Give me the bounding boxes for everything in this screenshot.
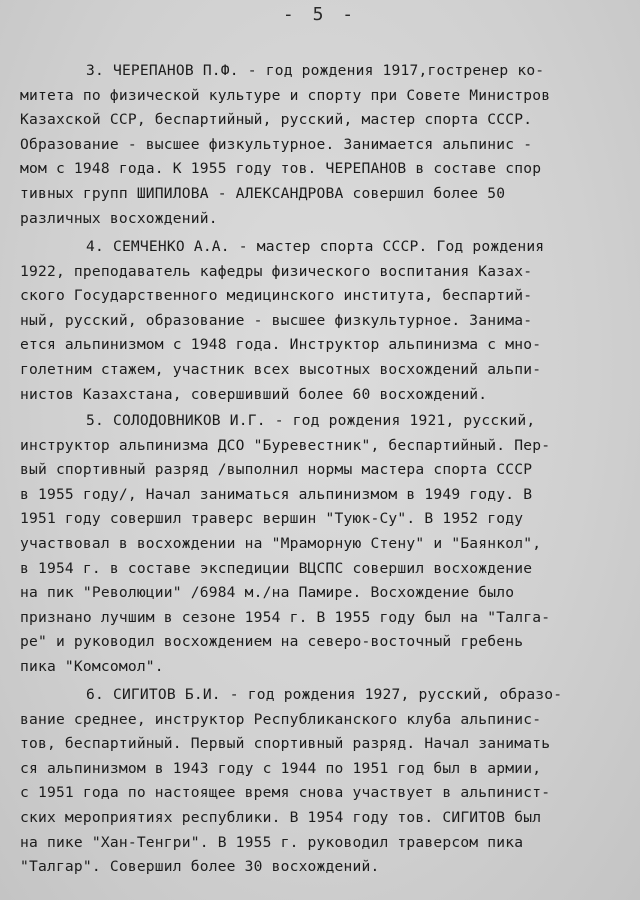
text-line: инструктор альпинизма ДСО "Буревестник", беспартийный. Пер- — [20, 436, 551, 454]
text-line: 1922, преподаватель кафедры физического воспитания Казах- — [20, 262, 533, 280]
text-line: 5. СОЛОДОВНИКОВ И.Г. - год рождения 1921, русский, — [86, 412, 536, 429]
text-line: Образование - высшее физкультурное. Занимается альпинис - — [20, 135, 533, 153]
text-line: 1951 году совершил траверс вершин "Туюк-Су". В 1952 году — [20, 510, 524, 528]
text-line: ется альпинизмом с 1948 года. Инструктор альпинизма с мно- — [20, 336, 542, 354]
text-line: ся альпинизмом в 1943 году с 1944 по 1951 год был в армии, — [20, 759, 542, 777]
text-line: тивных групп ШИПИЛОВА - АЛЕКСАНДРОВА совершил более 50 — [20, 185, 506, 202]
text-line: на пике "Хан-Тенгри". В 1955 г. руководил траверсом пика — [20, 833, 524, 851]
text-line: различных восхождений. — [20, 209, 218, 227]
text-line: ный, русский, образование - высшее физкультурное. Занима- — [20, 311, 533, 329]
text-line: ских мероприятиях республики. В 1954 году тов. СИГИТОВ был — [20, 809, 542, 826]
text-line: нистов Казахстана, совершивший более 60 восхождений. — [20, 385, 488, 403]
text-line: Казахской ССР, беспартийный, русский, мастер спорта СССР. — [20, 111, 533, 129]
page-number: - 5 - — [282, 4, 358, 25]
text-line: ре" и руководил восхождением на северо-восточный гребень — [20, 633, 524, 651]
text-line: на пик "Революции" /6984 м./на Памире. Восхождение было — [20, 584, 515, 602]
text-line: митета по физической культуре и спорту при Совете Министров — [20, 86, 551, 104]
text-line: участвовал в восхождении на "Мраморную Стену" и "Баянкол", — [20, 535, 542, 552]
text-line: в 1955 году/, Начал заниматься альпинизмом в 1949 году. В — [20, 485, 533, 503]
text-line: "Талгар". Совершил более 30 восхождений. — [20, 858, 380, 876]
text-line: 6. СИГИТОВ Б.И. - год рождения 1927, русский, образо- — [86, 686, 563, 703]
text-line: признано лучшим в сезоне 1954 г. В 1955 году был на "Талга- — [20, 608, 551, 626]
text-line: с 1951 года по настоящее время снова участвует в альпинист- — [20, 784, 551, 802]
text-line: 4. СЕМЧЕНКО А.А. - мастер спорта СССР. Год рождения — [86, 238, 545, 255]
text-line: вание среднее, инструктор Республиканского клуба альпинис- — [20, 710, 542, 728]
text-line: в 1954 г. в составе экспедиции ВЦСПС совершил восхождение — [20, 559, 533, 577]
text-line: пика "Комсомол". — [20, 658, 164, 675]
text-line: вый спортивный разряд /выполнил нормы мастера спорта СССР — [20, 461, 533, 479]
text-line: 3. ЧЕРЕПАНОВ П.Ф. - год рождения 1917,гостренер ко- — [86, 62, 545, 79]
text-line: тов, беспартийный. Первый спортивный разряд. Начал занимать — [20, 735, 551, 753]
text-line: ского Государственного медицинского института, беспартий- — [20, 287, 533, 305]
text-line: голетним стажем, участник всех высотных восхождений альпи- — [20, 361, 542, 378]
text-line: мом с 1948 года. К 1955 году тов. ЧЕРЕПАНОВ в составе спор — [20, 160, 542, 178]
